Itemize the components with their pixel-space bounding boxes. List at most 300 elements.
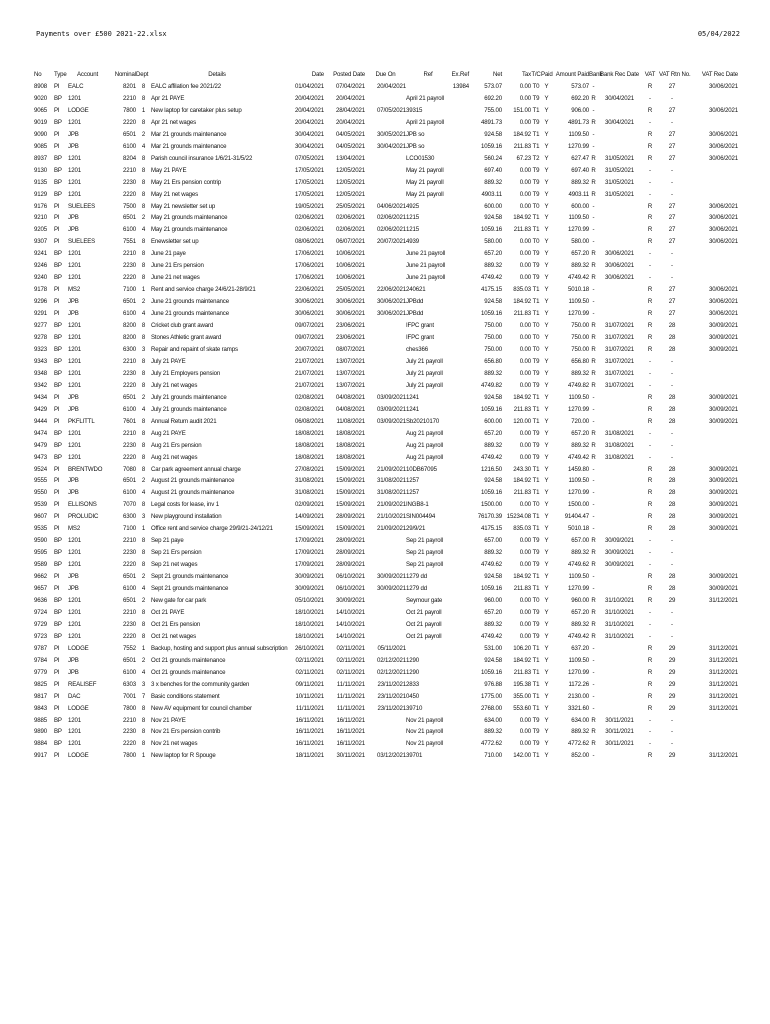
cell-tc: T1 xyxy=(532,130,540,138)
cell-net: 4903.11 xyxy=(481,190,502,198)
cell-nominal: 6100 xyxy=(123,405,136,413)
cell-ex-ref xyxy=(450,547,469,559)
cell-account: 1201 xyxy=(68,190,81,198)
cell-date: 16/11/2021 xyxy=(295,728,324,736)
cell-nominal: 6100 xyxy=(123,226,136,234)
cell-type: PI xyxy=(54,142,60,150)
cell-tax: 211.83 xyxy=(513,405,531,413)
cell-tc: T9 xyxy=(532,608,540,616)
cell-no: 9291 xyxy=(34,310,47,318)
cell-ex-ref xyxy=(450,272,469,284)
cell-vat-rtn-no: 28 xyxy=(668,525,676,533)
cell-type: BP xyxy=(54,262,62,270)
cell-net: 600.00 xyxy=(484,417,502,425)
cell-due-on: 21/10/2021 xyxy=(377,513,406,521)
table-row xyxy=(34,547,738,559)
cell-vat-rtn-no: - xyxy=(671,632,673,640)
cell-vat: - xyxy=(649,728,651,736)
cell-nominal: 6300 xyxy=(123,513,136,521)
cell-tax: 0.00 xyxy=(519,608,531,616)
cell-nominal: 6501 xyxy=(123,573,136,581)
cell-paid: Y xyxy=(544,369,549,377)
cell-paid: Y xyxy=(544,692,549,700)
cell-net: 4891.73 xyxy=(481,118,502,126)
cell-vat-rec-date: 30/06/2021 xyxy=(709,154,738,162)
cell-amount-paid: 4749.62 xyxy=(568,561,589,569)
cell-paid: Y xyxy=(544,644,549,652)
cell-bank: R xyxy=(591,429,596,437)
cell-tax: 211.83 xyxy=(513,310,531,318)
cell-amount-paid: 4903.11 xyxy=(568,190,589,198)
cell-bank: - xyxy=(592,680,595,688)
cell-tax: 0.00 xyxy=(519,118,531,126)
cell-vat-rec-date: 31/12/2021 xyxy=(709,596,738,604)
cell-account: PROLUDIC xyxy=(68,513,99,521)
cell-account: 1201 xyxy=(68,453,81,461)
cell-vat-rtn-no: 29 xyxy=(668,752,676,760)
cell-details: June 21 net wages xyxy=(151,274,200,282)
cell-dept: 8 xyxy=(141,202,146,210)
cell-nominal: 2220 xyxy=(123,453,136,461)
cell-paid: Y xyxy=(544,608,549,616)
cell-paid: Y xyxy=(544,274,549,282)
cell-posted-date: 13/07/2021 xyxy=(336,369,365,377)
cell-date: 17/06/2021 xyxy=(295,262,324,270)
cell-no: 9636 xyxy=(34,596,47,604)
cell-no: 9241 xyxy=(34,250,47,258)
cell-posted-date: 02/11/2021 xyxy=(336,656,365,664)
cell-details: Annual Return audit 2021 xyxy=(151,417,217,425)
table-row xyxy=(34,452,738,464)
cell-details: Aug 21 Ers pension xyxy=(151,441,202,449)
cell-nominal: 2220 xyxy=(123,740,136,748)
cell-amount-paid: 627.47 xyxy=(571,154,589,162)
cell-net: 889.32 xyxy=(484,620,502,628)
cell-type: PI xyxy=(54,656,60,664)
cell-no: 9205 xyxy=(34,226,47,234)
cell-dept: 8 xyxy=(141,262,146,270)
cell-bank-rec-date xyxy=(598,583,641,595)
cell-vat-rtn-no: - xyxy=(671,178,673,186)
cell-paid: Y xyxy=(544,573,549,581)
cell-ex-ref xyxy=(450,607,469,619)
cell-details: Oct 21 grounds maintenance xyxy=(151,668,226,676)
cell-amount-paid: 750.00 xyxy=(571,345,589,353)
cell-tc: T9 xyxy=(532,728,540,736)
cell-bank-rec-date xyxy=(598,487,641,499)
cell-ex-ref xyxy=(450,619,469,631)
cell-due-on: 30/06/2021 xyxy=(377,310,406,318)
cell-bank-rec-date xyxy=(598,679,641,691)
table-row xyxy=(34,679,738,691)
table-row xyxy=(34,248,738,260)
cell-amount-paid: 1270.99 xyxy=(568,226,589,234)
cell-net: 4749.62 xyxy=(481,561,502,569)
cell-account: ELLISONS xyxy=(68,501,97,509)
cell-dept: 4 xyxy=(141,668,146,676)
cell-amount-paid: 2130.00 xyxy=(568,692,589,700)
cell-type: PI xyxy=(54,106,60,114)
cell-dept: 8 xyxy=(141,704,146,712)
cell-bank-rec-date xyxy=(598,499,641,511)
cell-vat: - xyxy=(649,357,651,365)
cell-type: BP xyxy=(54,429,62,437)
cell-tc: T0 xyxy=(532,202,540,210)
cell-ex-ref xyxy=(450,523,469,535)
cell-dept: 2 xyxy=(141,393,146,401)
cell-ex-ref xyxy=(450,440,469,452)
cell-paid: Y xyxy=(544,202,549,210)
cell-bank: - xyxy=(592,585,595,593)
cell-tc: T0 xyxy=(532,345,540,353)
cell-date: 17/06/2021 xyxy=(295,274,324,282)
cell-posted-date: 14/10/2021 xyxy=(336,608,365,616)
table-row xyxy=(34,475,738,487)
cell-vat: R xyxy=(647,704,653,712)
cell-vat-rtn-no: 29 xyxy=(668,692,676,700)
cell-no: 9787 xyxy=(34,644,47,652)
cell-posted-date: 11/08/2021 xyxy=(336,417,365,425)
cell-ex-ref xyxy=(450,177,469,189)
cell-bank-rec-date xyxy=(598,655,641,667)
cell-due-on xyxy=(365,344,406,356)
cell-net: 657.20 xyxy=(484,608,502,616)
cell-ref: 39710 xyxy=(406,704,423,712)
cell-date: 21/07/2021 xyxy=(295,357,324,365)
cell-no: 9589 xyxy=(34,561,47,569)
cell-vat-rec-date xyxy=(685,260,738,272)
cell-posted-date: 10/06/2021 xyxy=(336,250,365,258)
cell-no: 9817 xyxy=(34,692,47,700)
cell-tax: 0.00 xyxy=(519,202,531,210)
cell-details: August 21 grounds maintenance xyxy=(151,477,235,485)
cell-bank-rec-date: 31/07/2021 xyxy=(605,322,634,330)
cell-vat-rtn-no: 29 xyxy=(668,704,676,712)
cell-nominal: 2220 xyxy=(123,274,136,282)
cell-date: 01/04/2021 xyxy=(295,83,324,90)
cell-bank: R xyxy=(591,357,596,365)
cell-bank: - xyxy=(592,692,595,700)
cell-no: 9130 xyxy=(34,166,47,174)
cell-tc: T1 xyxy=(532,644,540,652)
cell-tc: T1 xyxy=(532,405,540,413)
cell-vat: - xyxy=(649,620,651,628)
cell-dept: 1 xyxy=(141,752,146,760)
cell-ex-ref xyxy=(450,679,469,691)
cell-amount-paid: 4749.42 xyxy=(568,632,589,640)
cell-vat-rtn-no: 29 xyxy=(668,668,676,676)
cell-vat: - xyxy=(649,274,651,282)
cell-amount-paid: 750.00 xyxy=(571,334,589,342)
cell-type: BP xyxy=(54,369,62,377)
cell-vat-rec-date: 31/12/2021 xyxy=(709,680,738,688)
cell-date: 09/07/2021 xyxy=(295,334,324,342)
cell-tc: T9 xyxy=(532,274,540,282)
cell-tax: 0.00 xyxy=(519,561,531,569)
cell-ex-ref xyxy=(450,308,469,320)
cell-type: PI xyxy=(54,226,60,234)
cell-tax: 0.00 xyxy=(519,238,531,246)
cell-bank-rec-date: 30/06/2021 xyxy=(605,274,634,282)
cell-net: 750.00 xyxy=(484,334,502,342)
table-row xyxy=(34,464,738,476)
cell-nominal: 2220 xyxy=(123,381,136,389)
cell-tax: 0.00 xyxy=(519,83,531,90)
cell-vat: - xyxy=(649,441,651,449)
cell-due-on xyxy=(365,738,406,750)
cell-details: Nov 21 Ers pension contrib xyxy=(151,728,221,736)
table-row xyxy=(34,523,738,535)
cell-tax: 0.00 xyxy=(519,357,531,365)
cell-tc: T1 xyxy=(532,752,540,760)
cell-ref: INGB8-1 xyxy=(406,501,429,509)
cell-tax: 67.23 xyxy=(516,154,531,162)
cell-due-on xyxy=(365,368,406,380)
cell-date: 18/11/2021 xyxy=(295,752,324,760)
cell-bank: - xyxy=(592,525,595,533)
cell-account: 1201 xyxy=(68,94,81,102)
cell-ref: Seymour gate xyxy=(406,596,443,604)
cell-vat-rtn-no: - xyxy=(671,166,673,174)
cell-tc: T1 xyxy=(532,106,540,114)
cell-due-on: 31/08/2021 xyxy=(377,477,406,485)
cell-tc: T1 xyxy=(532,477,540,485)
cell-paid: Y xyxy=(544,357,549,365)
cell-vat-rtn-no: 28 xyxy=(668,465,676,473)
cell-bank-rec-date xyxy=(598,224,641,236)
table-row xyxy=(34,619,738,631)
table-row xyxy=(34,715,738,727)
cell-no: 9550 xyxy=(34,489,47,497)
cell-amount-paid: 4772.62 xyxy=(568,740,589,748)
cell-vat-rec-date: 30/09/2021 xyxy=(709,513,738,521)
cell-type: PI xyxy=(54,202,60,210)
cell-vat-rec-date: 31/12/2021 xyxy=(709,692,738,700)
table-row xyxy=(34,487,738,499)
cell-net: 889.32 xyxy=(484,441,502,449)
cell-amount-paid: 5010.18 xyxy=(568,525,589,533)
cell-type: BP xyxy=(54,596,62,604)
cell-nominal: 7100 xyxy=(123,286,136,294)
cell-no: 9729 xyxy=(34,620,47,628)
cell-vat-rec-date: 31/12/2021 xyxy=(709,656,738,664)
table-row xyxy=(34,428,738,440)
cell-paid: Y xyxy=(544,680,549,688)
cell-tax: 243.30 xyxy=(513,465,531,473)
cell-no: 9278 xyxy=(34,334,47,342)
cell-bank-rec-date: 30/09/2021 xyxy=(605,549,634,557)
table-row xyxy=(34,224,738,236)
cell-amount-paid: 4749.82 xyxy=(568,381,589,389)
cell-due-on: 03/09/2021 xyxy=(377,417,406,425)
cell-posted-date: 20/04/2021 xyxy=(336,118,365,126)
cell-vat: R xyxy=(647,752,653,760)
cell-details: New laptop for caretaker plus setup xyxy=(151,106,242,114)
cell-bank-rec-date: 30/04/2021 xyxy=(605,118,634,126)
cell-net: 924.58 xyxy=(484,656,502,664)
cell-date: 30/09/2021 xyxy=(295,585,324,593)
cell-paid: Y xyxy=(544,214,549,222)
cell-paid: Y xyxy=(544,142,549,150)
cell-no: 8937 xyxy=(34,154,47,162)
cell-ref: Nov 21 payroll xyxy=(406,740,443,748)
cell-paid: Y xyxy=(544,561,549,569)
cell-vat-rec-date xyxy=(685,440,738,452)
cell-date: 26/10/2021 xyxy=(295,644,324,652)
cell-net: 924.58 xyxy=(484,214,502,222)
cell-amount-paid: 1270.99 xyxy=(568,310,589,318)
cell-bank-rec-date: 30/04/2021 xyxy=(605,94,634,102)
cell-vat-rtn-no: - xyxy=(671,381,673,389)
cell-account: MS2 xyxy=(68,525,81,533)
cell-ref: JPB so xyxy=(406,130,425,138)
cell-vat: R xyxy=(647,345,653,353)
cell-due-on: 23/11/2021 xyxy=(377,680,406,688)
cell-nominal: 2230 xyxy=(123,262,136,270)
cell-nominal: 2230 xyxy=(123,620,136,628)
cell-bank-rec-date: 31/05/2021 xyxy=(605,154,634,162)
cell-no: 9323 xyxy=(34,345,47,353)
cell-ref: Nov 21 payroll xyxy=(406,716,443,724)
cell-due-on xyxy=(365,380,406,392)
cell-bank: - xyxy=(592,573,595,581)
cell-dept: 2 xyxy=(141,477,146,485)
cell-date: 20/04/2021 xyxy=(295,118,324,126)
cell-ref: May 21 payroll xyxy=(406,178,444,186)
cell-vat-rtn-no: - xyxy=(671,262,673,270)
cell-vat-rec-date xyxy=(685,117,738,129)
cell-dept: 2 xyxy=(141,298,146,306)
cell-bank-rec-date: 30/06/2021 xyxy=(605,262,634,270)
cell-posted-date: 28/09/2021 xyxy=(336,561,365,569)
cell-nominal: 6100 xyxy=(123,585,136,593)
cell-net: 1059.16 xyxy=(481,142,502,150)
cell-vat-rtn-no: 27 xyxy=(668,238,676,246)
cell-amount-paid: 1270.99 xyxy=(568,489,589,497)
cell-due-on: 03/09/2021 xyxy=(377,405,406,413)
cell-nominal: 6501 xyxy=(123,656,136,664)
cell-tax: 211.83 xyxy=(513,668,531,676)
table-row xyxy=(34,703,738,715)
cell-amount-paid: 906.00 xyxy=(571,106,589,114)
cell-ref: JPBdd xyxy=(406,298,424,306)
cell-bank: R xyxy=(591,620,596,628)
cell-dept: 8 xyxy=(141,369,146,377)
cell-posted-date: 06/10/2021 xyxy=(336,585,365,593)
cell-ref: JPB so xyxy=(406,142,425,150)
cell-account: 1201 xyxy=(68,357,81,365)
cell-amount-paid: 1109.50 xyxy=(568,298,589,306)
cell-bank-rec-date: 31/10/2021 xyxy=(605,596,634,604)
cell-amount-paid: 573.07 xyxy=(571,83,589,90)
cell-posted-date: 23/06/2021 xyxy=(336,322,365,330)
cell-vat: - xyxy=(649,190,651,198)
cell-dept: 1 xyxy=(141,525,146,533)
cell-details: Cricket club grant award xyxy=(151,322,214,330)
cell-tax: 184.92 xyxy=(513,393,531,401)
cell-vat: - xyxy=(649,740,651,748)
cell-no: 9020 xyxy=(34,94,47,102)
cell-vat-rtn-no: 28 xyxy=(668,513,676,521)
cell-ref: July 21 payroll xyxy=(406,381,443,389)
cell-ex-ref xyxy=(450,475,469,487)
cell-paid: Y xyxy=(544,322,549,330)
table-header-row xyxy=(34,69,738,81)
cell-vat: - xyxy=(649,262,651,270)
cell-vat-rtn-no: - xyxy=(671,369,673,377)
cell-vat: R xyxy=(647,692,653,700)
cell-vat-rec-date: 30/09/2021 xyxy=(709,501,738,509)
cell-amount-paid: 1270.99 xyxy=(568,142,589,150)
cell-vat-rec-date xyxy=(685,380,738,392)
cell-due-on: 21/09/2021 xyxy=(377,501,406,509)
cell-tc: T9 xyxy=(532,561,540,569)
cell-due-on: 07/05/2021 xyxy=(377,106,406,114)
cell-ex-ref xyxy=(450,236,469,248)
cell-ref: 29/9/21 xyxy=(406,525,426,533)
cell-vat-rec-date: 30/09/2021 xyxy=(709,322,738,330)
cell-ref: IFPC grant xyxy=(406,322,434,330)
cell-tax: 151.00 xyxy=(513,106,531,114)
cell-no: 9657 xyxy=(34,585,47,593)
table-row xyxy=(34,141,738,153)
cell-ex-ref xyxy=(450,284,469,296)
cell-paid: Y xyxy=(544,752,549,760)
cell-tc: T9 xyxy=(532,441,540,449)
cell-ex-ref xyxy=(450,416,469,428)
cell-tax: 0.00 xyxy=(519,632,531,640)
cell-bank: R xyxy=(591,728,596,736)
cell-account: 1201 xyxy=(68,441,81,449)
cell-no: 9479 xyxy=(34,441,47,449)
cell-ref: 1279 dd xyxy=(406,573,427,581)
header-tax: Tax xyxy=(521,71,531,79)
cell-due-on xyxy=(365,428,406,440)
cell-account: 1201 xyxy=(68,262,81,270)
cell-vat: R xyxy=(647,465,653,473)
cell-no: 9348 xyxy=(34,369,47,377)
cell-dept: 8 xyxy=(141,381,146,389)
cell-bank-rec-date xyxy=(598,308,641,320)
cell-type: BP xyxy=(54,190,62,198)
cell-paid: Y xyxy=(544,537,549,545)
cell-dept: 3 xyxy=(141,513,146,521)
cell-dept: 8 xyxy=(141,154,146,162)
cell-details: June 21 Ers pension xyxy=(151,262,204,270)
cell-bank: R xyxy=(591,561,596,569)
cell-tc: T9 xyxy=(532,740,540,748)
cell-posted-date: 23/06/2021 xyxy=(336,334,365,342)
cell-net: 4749.82 xyxy=(481,381,502,389)
cell-bank-rec-date xyxy=(598,296,641,308)
cell-vat-rtn-no: - xyxy=(671,608,673,616)
cell-nominal: 7500 xyxy=(123,202,136,210)
cell-net: 710.00 xyxy=(484,752,502,760)
cell-bank-rec-date xyxy=(598,464,641,476)
cell-nominal: 6501 xyxy=(123,393,136,401)
cell-vat-rec-date: 31/12/2021 xyxy=(709,644,738,652)
cell-amount-paid: 1172.26 xyxy=(568,680,589,688)
cell-vat-rtn-no: 27 xyxy=(668,202,676,210)
cell-date: 02/08/2021 xyxy=(295,405,324,413)
cell-amount-paid: 1270.99 xyxy=(568,405,589,413)
cell-tc: T0 xyxy=(532,334,540,342)
cell-bank-rec-date: 31/07/2021 xyxy=(605,334,634,342)
table-row xyxy=(34,201,738,213)
cell-posted-date: 16/11/2021 xyxy=(336,728,365,736)
cell-tc: T1 xyxy=(532,704,540,712)
cell-date: 02/06/2021 xyxy=(295,214,324,222)
